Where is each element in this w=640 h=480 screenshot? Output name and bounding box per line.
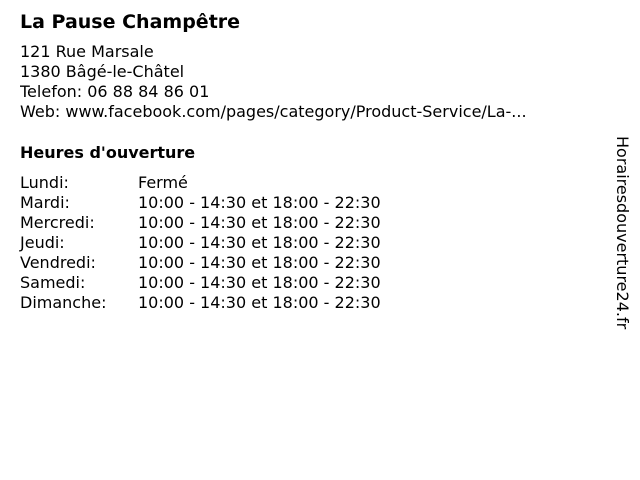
hours-time: 10:00 - 14:30 et 18:00 - 22:30 [138,233,381,252]
phone-number: Telefon: 06 88 84 86 01 [20,82,210,101]
hours-time: 10:00 - 14:30 et 18:00 - 22:30 [138,253,381,272]
hours-day: Mercredi: [20,213,95,232]
hours-row-mercredi [20,213,600,233]
business-name: La Pause Champêtre [20,11,241,33]
hours-day: Samedi: [20,273,86,292]
hours-row-vendredi [20,253,600,273]
hours-day: Vendredi: [20,253,96,272]
hours-time: 10:00 - 14:30 et 18:00 - 22:30 [138,273,381,292]
hours-day: Jeudi: [20,233,65,252]
opening-hours-heading: Heures d'ouverture [20,143,196,162]
hours-row-mardi [20,193,600,213]
hours-time: Fermé [138,173,188,192]
hours-day: Lundi: [20,173,69,192]
site-watermark: Horairesdouverture24.fr [613,136,632,330]
opening-hours-table [20,173,600,313]
hours-time: 10:00 - 14:30 et 18:00 - 22:30 [138,293,381,312]
business-card [20,9,600,313]
website-link[interactable]: Web: www.facebook.com/pages/category/Product-Service/La-... [20,102,527,121]
hours-row-lundi [20,173,600,193]
hours-time: 10:00 - 14:30 et 18:00 - 22:30 [138,213,381,232]
hours-row-jeudi [20,233,600,253]
hours-day: Mardi: [20,193,70,212]
hours-day: Dimanche: [20,293,107,312]
address-city: 1380 Bâgé-le-Châtel [20,62,185,81]
hours-row-dimanche [20,293,600,313]
address-street: 121 Rue Marsale [20,42,154,61]
hours-time: 10:00 - 14:30 et 18:00 - 22:30 [138,193,381,212]
hours-row-samedi [20,273,600,293]
